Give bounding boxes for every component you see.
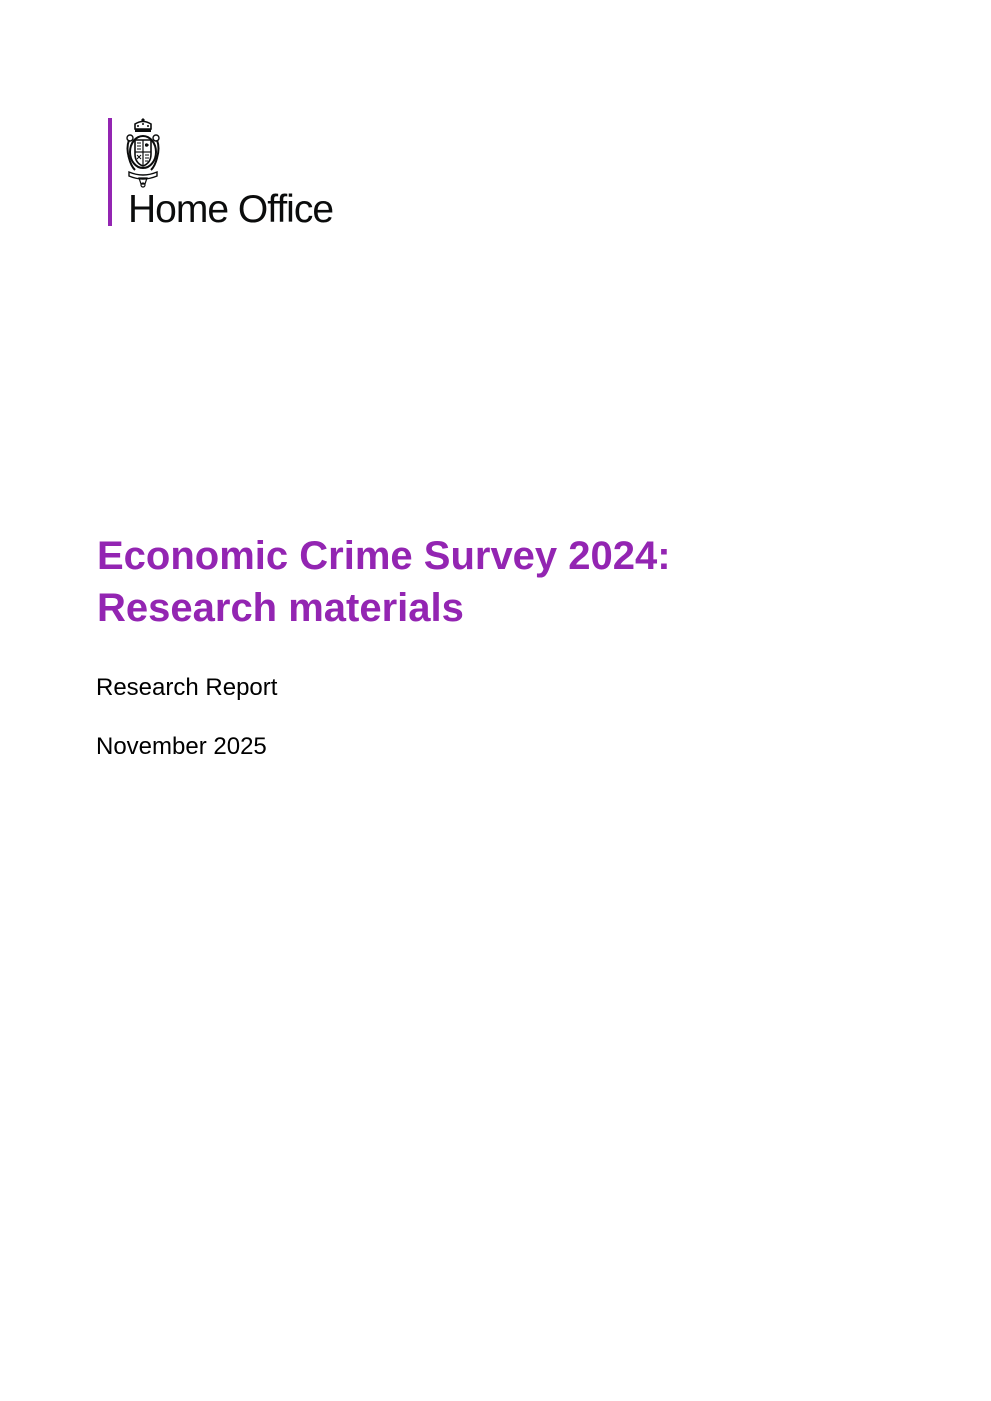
home-office-logo xyxy=(108,118,378,231)
logo-accent-bar xyxy=(108,118,112,226)
document-title-line-2: Research materials xyxy=(97,586,464,630)
publication-date: November 2025 xyxy=(96,733,267,760)
organisation-name: Home Office xyxy=(128,188,334,231)
document-title-line-1: Economic Crime Survey 2024: xyxy=(97,534,671,578)
royal-coat-of-arms-icon xyxy=(125,118,171,188)
report-type: Research Report xyxy=(96,674,278,701)
document-title xyxy=(97,530,917,634)
